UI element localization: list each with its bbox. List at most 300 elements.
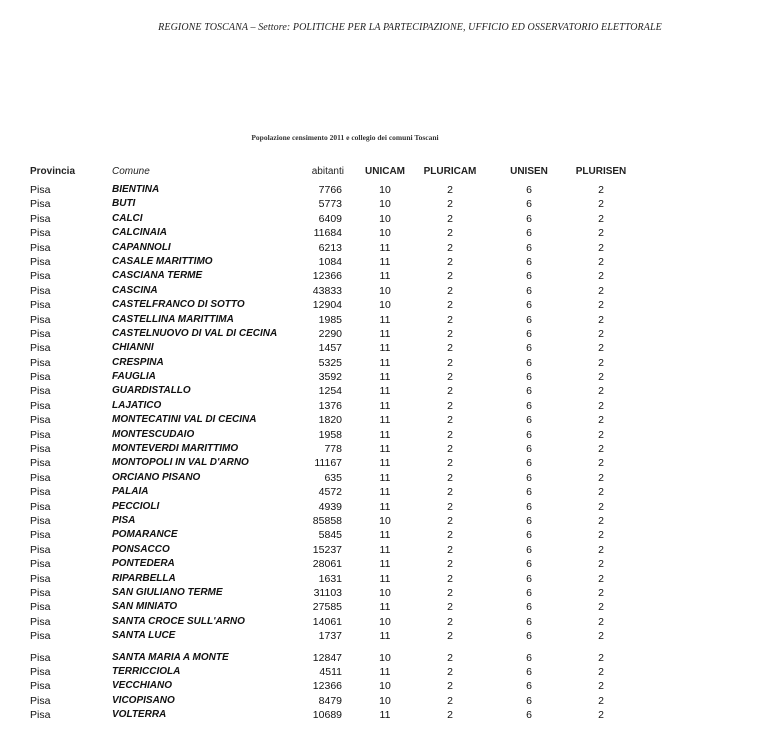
cell-unicam: 11 <box>379 327 391 340</box>
cell-pluricam: 2 <box>447 270 453 283</box>
cell-provincia: Pisa <box>30 414 51 427</box>
cell-comune: SANTA CROCE SULL'ARNO <box>112 615 245 627</box>
cell-unicam: 10 <box>379 694 391 707</box>
cell-pluricam: 2 <box>447 529 453 542</box>
cell-comune: MONTOPOLI IN VAL D'ARNO <box>112 457 249 469</box>
cell-pluricam: 2 <box>447 471 453 484</box>
cell-comune: BUTI <box>112 198 136 210</box>
cell-pluricam: 2 <box>447 327 453 340</box>
table-row <box>0 471 758 485</box>
cell-unicam: 11 <box>379 385 391 398</box>
cell-provincia: Pisa <box>30 615 51 628</box>
cell-provincia: Pisa <box>30 284 51 297</box>
table-row <box>0 341 758 355</box>
table-row <box>0 629 758 643</box>
cell-provincia: Pisa <box>30 651 51 664</box>
cell-unisen: 6 <box>526 342 532 355</box>
cell-pluricam: 2 <box>447 665 453 678</box>
cell-plurisen: 2 <box>598 514 604 527</box>
cell-unicam: 11 <box>379 428 391 441</box>
table-row <box>0 284 758 298</box>
cell-abitanti: 11684 <box>313 227 342 240</box>
cell-unisen: 6 <box>526 615 532 628</box>
cell-abitanti: 5845 <box>318 529 342 542</box>
table-row <box>0 679 758 693</box>
cell-abitanti: 6213 <box>318 241 342 254</box>
column-header-pluricam: PLURICAM <box>423 166 477 177</box>
cell-unicam: 11 <box>379 342 391 355</box>
cell-pluricam: 2 <box>447 680 453 693</box>
cell-abitanti: 12366 <box>312 270 342 283</box>
column-header-unisen: UNISEN <box>510 166 548 177</box>
cell-abitanti: 1084 <box>318 255 342 268</box>
cell-abitanti: 15237 <box>312 543 342 556</box>
cell-unicam: 11 <box>379 709 391 722</box>
column-header-provincia: Provincia <box>30 166 76 177</box>
cell-comune: CASCINA <box>112 284 158 296</box>
cell-pluricam: 2 <box>447 284 453 297</box>
cell-abitanti: 5773 <box>318 198 342 211</box>
cell-plurisen: 2 <box>598 471 604 484</box>
cell-pluricam: 2 <box>447 443 453 456</box>
table-row <box>0 651 758 665</box>
cell-abitanti: 1376 <box>318 399 342 412</box>
cell-pluricam: 2 <box>447 414 453 427</box>
cell-unicam: 11 <box>379 601 391 614</box>
cell-plurisen: 2 <box>598 630 604 643</box>
cell-plurisen: 2 <box>598 615 604 628</box>
table-row <box>0 665 758 679</box>
cell-unicam: 11 <box>379 414 391 427</box>
cell-unicam: 10 <box>379 586 391 599</box>
cell-provincia: Pisa <box>30 543 51 556</box>
cell-plurisen: 2 <box>598 184 604 196</box>
table-row <box>0 485 758 499</box>
cell-comune: CAPANNOLI <box>112 241 171 253</box>
cell-unicam: 11 <box>379 399 391 412</box>
cell-provincia: Pisa <box>30 709 51 722</box>
cell-plurisen: 2 <box>598 500 604 513</box>
table-title: Popolazione censimento 2011 e collegio dei comuni Toscani <box>251 133 439 142</box>
cell-plurisen: 2 <box>598 651 604 664</box>
cell-unicam: 11 <box>379 313 391 326</box>
cell-provincia: Pisa <box>30 486 51 499</box>
cell-comune: PECCIOLI <box>112 500 160 512</box>
cell-provincia: Pisa <box>30 299 51 312</box>
cell-plurisen: 2 <box>598 414 604 427</box>
cell-comune: FAUGLIA <box>112 371 156 383</box>
cell-provincia: Pisa <box>30 342 51 355</box>
table-row <box>0 586 758 600</box>
cell-provincia: Pisa <box>30 227 51 240</box>
table-row <box>0 428 758 442</box>
cell-plurisen: 2 <box>598 342 604 355</box>
cell-abitanti: 14061 <box>312 615 342 628</box>
cell-plurisen: 2 <box>598 356 604 369</box>
cell-comune: PISA <box>112 514 136 526</box>
cell-plurisen: 2 <box>598 586 604 599</box>
cell-provincia: Pisa <box>30 270 51 283</box>
cell-comune: POMARANCE <box>112 529 178 541</box>
cell-unisen: 6 <box>526 630 532 643</box>
cell-plurisen: 2 <box>598 680 604 693</box>
cell-unisen: 6 <box>526 586 532 599</box>
cell-unicam: 10 <box>379 680 391 693</box>
cell-abitanti: 1820 <box>318 414 342 427</box>
cell-provincia: Pisa <box>30 371 51 384</box>
cell-unicam: 10 <box>379 227 391 240</box>
cell-unisen: 6 <box>526 665 532 678</box>
cell-pluricam: 2 <box>447 184 453 196</box>
cell-abitanti: 28061 <box>312 558 342 571</box>
table-row <box>0 384 758 398</box>
cell-abitanti: 3592 <box>318 371 342 384</box>
cell-pluricam: 2 <box>447 198 453 211</box>
cell-unicam: 11 <box>379 471 391 484</box>
cell-abitanti: 1985 <box>318 313 342 326</box>
cell-plurisen: 2 <box>598 543 604 556</box>
column-header-comune: Comune <box>112 166 150 177</box>
cell-provincia: Pisa <box>30 428 51 441</box>
cell-unisen: 6 <box>526 428 532 441</box>
cell-unisen: 6 <box>526 651 532 664</box>
cell-unicam: 10 <box>379 212 391 225</box>
cell-unisen: 6 <box>526 241 532 254</box>
cell-unicam: 11 <box>379 255 391 268</box>
cell-plurisen: 2 <box>598 227 604 240</box>
cell-comune: PONSACCO <box>112 543 170 555</box>
cell-unicam: 10 <box>379 198 391 211</box>
cell-provincia: Pisa <box>30 212 51 225</box>
cell-unicam: 10 <box>379 615 391 628</box>
cell-provincia: Pisa <box>30 198 51 211</box>
cell-provincia: Pisa <box>30 255 51 268</box>
cell-unisen: 6 <box>526 399 532 412</box>
cell-pluricam: 2 <box>447 212 453 225</box>
cell-abitanti: 31103 <box>313 586 342 599</box>
cell-abitanti: 7766 <box>318 184 342 196</box>
cell-abitanti: 12904 <box>312 299 342 312</box>
cell-pluricam: 2 <box>447 371 453 384</box>
cell-comune: CASCIANA TERME <box>112 270 203 282</box>
table-row <box>0 500 758 514</box>
cell-unisen: 6 <box>526 327 532 340</box>
cell-provincia: Pisa <box>30 399 51 412</box>
cell-comune: VICOPISANO <box>112 694 175 706</box>
cell-pluricam: 2 <box>447 457 453 470</box>
cell-unisen: 6 <box>526 500 532 513</box>
cell-pluricam: 2 <box>447 630 453 643</box>
table-row <box>0 226 758 240</box>
cell-unisen: 6 <box>526 709 532 722</box>
cell-pluricam: 2 <box>447 615 453 628</box>
cell-pluricam: 2 <box>447 586 453 599</box>
cell-unicam: 11 <box>379 356 391 369</box>
cell-unisen: 6 <box>526 680 532 693</box>
cell-pluricam: 2 <box>447 227 453 240</box>
page-header: REGIONE TOSCANA – Settore: POLITICHE PER LA PARTECIPAZIONE, UFFICIO ED OSSERVATORIO ELETTORALE <box>158 22 662 33</box>
table-row <box>0 708 758 722</box>
cell-pluricam: 2 <box>447 385 453 398</box>
cell-unicam: 10 <box>379 299 391 312</box>
cell-comune: SANTA MARIA A MONTE <box>112 651 229 663</box>
table-row <box>0 197 758 211</box>
cell-comune: LAJATICO <box>112 399 162 411</box>
cell-plurisen: 2 <box>598 299 604 312</box>
cell-comune: CALCINAIA <box>112 227 167 239</box>
table-row <box>0 694 758 708</box>
cell-unicam: 11 <box>379 630 391 643</box>
cell-comune: CALCI <box>112 212 143 224</box>
cell-pluricam: 2 <box>447 342 453 355</box>
cell-provincia: Pisa <box>30 680 51 693</box>
cell-unisen: 6 <box>526 486 532 499</box>
table-row <box>0 298 758 312</box>
cell-pluricam: 2 <box>447 558 453 571</box>
cell-provincia: Pisa <box>30 572 51 585</box>
cell-unicam: 11 <box>379 543 391 556</box>
cell-plurisen: 2 <box>598 665 604 678</box>
cell-plurisen: 2 <box>598 198 604 211</box>
cell-pluricam: 2 <box>447 255 453 268</box>
table-row <box>0 557 758 571</box>
cell-unisen: 6 <box>526 572 532 585</box>
cell-abitanti: 2290 <box>318 327 342 340</box>
cell-unicam: 11 <box>379 665 391 678</box>
cell-provincia: Pisa <box>30 586 51 599</box>
cell-comune: VOLTERRA <box>112 709 167 721</box>
cell-provincia: Pisa <box>30 514 51 527</box>
cell-plurisen: 2 <box>598 284 604 297</box>
cell-unicam: 10 <box>379 514 391 527</box>
cell-pluricam: 2 <box>447 500 453 513</box>
cell-pluricam: 2 <box>447 299 453 312</box>
cell-comune: GUARDISTALLO <box>112 385 191 397</box>
cell-unisen: 6 <box>526 543 532 556</box>
cell-provincia: Pisa <box>30 529 51 542</box>
cell-provincia: Pisa <box>30 327 51 340</box>
table-row <box>0 572 758 586</box>
cell-plurisen: 2 <box>598 443 604 456</box>
cell-pluricam: 2 <box>447 356 453 369</box>
cell-abitanti: 27585 <box>312 601 342 614</box>
cell-unicam: 11 <box>379 500 391 513</box>
cell-provincia: Pisa <box>30 471 51 484</box>
cell-comune: ORCIANO PISANO <box>112 471 201 483</box>
cell-comune: SANTA LUCE <box>112 630 176 642</box>
cell-unisen: 6 <box>526 227 532 240</box>
cell-plurisen: 2 <box>598 270 604 283</box>
cell-comune: PONTEDERA <box>112 558 175 570</box>
cell-plurisen: 2 <box>598 572 604 585</box>
cell-provincia: Pisa <box>30 241 51 254</box>
cell-unicam: 11 <box>379 529 391 542</box>
cell-pluricam: 2 <box>447 313 453 326</box>
cell-comune: TERRICCIOLA <box>112 665 181 677</box>
cell-plurisen: 2 <box>598 241 604 254</box>
cell-plurisen: 2 <box>598 385 604 398</box>
table-row <box>0 514 758 528</box>
cell-pluricam: 2 <box>447 486 453 499</box>
cell-plurisen: 2 <box>598 399 604 412</box>
cell-abitanti: 43833 <box>312 284 342 297</box>
table-row <box>0 255 758 269</box>
cell-unisen: 6 <box>526 299 532 312</box>
cell-provincia: Pisa <box>30 457 51 470</box>
table-row <box>0 456 758 470</box>
cell-unicam: 11 <box>379 572 391 585</box>
table-row <box>0 183 758 197</box>
cell-provincia: Pisa <box>30 665 51 678</box>
cell-comune: CHIANNI <box>112 342 154 354</box>
cell-unisen: 6 <box>526 270 532 283</box>
cell-pluricam: 2 <box>447 241 453 254</box>
table-row <box>0 413 758 427</box>
cell-pluricam: 2 <box>447 709 453 722</box>
table-row <box>0 241 758 255</box>
cell-unisen: 6 <box>526 529 532 542</box>
table-row <box>0 528 758 542</box>
cell-abitanti: 778 <box>324 443 342 456</box>
cell-abitanti: 1457 <box>318 342 342 355</box>
cell-comune: CASTELFRANCO DI SOTTO <box>112 299 245 311</box>
cell-plurisen: 2 <box>598 694 604 707</box>
cell-provincia: Pisa <box>30 385 51 398</box>
cell-abitanti: 85858 <box>312 514 342 527</box>
cell-unisen: 6 <box>526 558 532 571</box>
cell-unisen: 6 <box>526 471 532 484</box>
cell-unisen: 6 <box>526 184 532 196</box>
cell-comune: CASTELNUOVO DI VAL DI CECINA <box>112 327 278 339</box>
cell-unisen: 6 <box>526 212 532 225</box>
cell-plurisen: 2 <box>598 371 604 384</box>
table-row <box>0 212 758 226</box>
table-header-row <box>0 164 758 180</box>
table-row <box>0 313 758 327</box>
cell-abitanti: 635 <box>324 471 342 484</box>
cell-pluricam: 2 <box>447 514 453 527</box>
cell-plurisen: 2 <box>598 601 604 614</box>
cell-abitanti: 1737 <box>318 630 342 643</box>
table-row <box>0 442 758 456</box>
cell-abitanti: 1631 <box>318 572 342 585</box>
cell-provincia: Pisa <box>30 356 51 369</box>
cell-abitanti: 4572 <box>318 486 342 499</box>
cell-abitanti: 10689 <box>312 709 342 722</box>
cell-comune: VECCHIANO <box>112 680 173 692</box>
cell-pluricam: 2 <box>447 428 453 441</box>
cell-abitanti: 8479 <box>318 694 342 707</box>
table-row <box>0 615 758 629</box>
cell-provincia: Pisa <box>30 184 51 196</box>
cell-abitanti: 1254 <box>318 385 342 398</box>
cell-abitanti: 4511 <box>319 665 342 678</box>
cell-comune: CASALE MARITTIMO <box>112 255 213 267</box>
cell-plurisen: 2 <box>598 255 604 268</box>
table-row <box>0 543 758 557</box>
cell-pluricam: 2 <box>447 543 453 556</box>
cell-comune: MONTEVERDI MARITTIMO <box>112 443 239 455</box>
table-body <box>0 183 758 722</box>
cell-comune: CASTELLINA MARITTIMA <box>112 313 234 325</box>
cell-unisen: 6 <box>526 457 532 470</box>
cell-abitanti: 11167 <box>314 457 342 470</box>
cell-unicam: 11 <box>379 457 391 470</box>
cell-unicam: 10 <box>379 184 391 196</box>
cell-unicam: 10 <box>379 284 391 297</box>
cell-unicam: 11 <box>379 371 391 384</box>
cell-comune: CRESPINA <box>112 356 164 368</box>
table-row <box>0 327 758 341</box>
cell-abitanti: 6409 <box>318 212 342 225</box>
cell-provincia: Pisa <box>30 558 51 571</box>
table-row <box>0 269 758 283</box>
cell-pluricam: 2 <box>447 572 453 585</box>
cell-unisen: 6 <box>526 198 532 211</box>
column-header-plurisen: PLURISEN <box>575 166 627 177</box>
cell-abitanti: 4939 <box>318 500 342 513</box>
table-row <box>0 600 758 614</box>
cell-unisen: 6 <box>526 313 532 326</box>
cell-plurisen: 2 <box>598 558 604 571</box>
cell-unicam: 11 <box>379 558 391 571</box>
table-row <box>0 370 758 384</box>
cell-comune: RIPARBELLA <box>112 572 176 584</box>
cell-unisen: 6 <box>526 255 532 268</box>
cell-pluricam: 2 <box>447 694 453 707</box>
cell-comune: PALAIA <box>112 486 149 498</box>
cell-plurisen: 2 <box>598 212 604 225</box>
cell-comune: SAN MINIATO <box>112 601 178 613</box>
column-header-abitanti: abitanti <box>311 166 344 177</box>
cell-pluricam: 2 <box>447 399 453 412</box>
cell-unicam: 10 <box>379 651 391 664</box>
cell-comune: MONTESCUDAIO <box>112 428 195 440</box>
cell-comune: BIENTINA <box>112 184 160 195</box>
cell-plurisen: 2 <box>598 709 604 722</box>
cell-abitanti: 12366 <box>312 680 342 693</box>
cell-unicam: 11 <box>379 270 391 283</box>
cell-comune: SAN GIULIANO TERME <box>112 586 223 598</box>
cell-abitanti: 12847 <box>312 651 342 664</box>
table-row <box>0 356 758 370</box>
cell-unisen: 6 <box>526 371 532 384</box>
cell-unisen: 6 <box>526 443 532 456</box>
cell-plurisen: 2 <box>598 486 604 499</box>
cell-provincia: Pisa <box>30 601 51 614</box>
cell-provincia: Pisa <box>30 500 51 513</box>
cell-abitanti: 1958 <box>318 428 342 441</box>
cell-unisen: 6 <box>526 601 532 614</box>
cell-plurisen: 2 <box>598 529 604 542</box>
cell-pluricam: 2 <box>447 601 453 614</box>
table-row <box>0 399 758 413</box>
cell-unisen: 6 <box>526 414 532 427</box>
column-header-unicam: UNICAM <box>365 166 405 177</box>
cell-provincia: Pisa <box>30 313 51 326</box>
cell-provincia: Pisa <box>30 443 51 456</box>
cell-plurisen: 2 <box>598 313 604 326</box>
cell-pluricam: 2 <box>447 651 453 664</box>
cell-unisen: 6 <box>526 356 532 369</box>
cell-unicam: 11 <box>379 486 391 499</box>
cell-unisen: 6 <box>526 385 532 398</box>
cell-unicam: 11 <box>379 443 391 456</box>
cell-abitanti: 5325 <box>318 356 342 369</box>
cell-unisen: 6 <box>526 284 532 297</box>
cell-plurisen: 2 <box>598 457 604 470</box>
cell-unisen: 6 <box>526 694 532 707</box>
